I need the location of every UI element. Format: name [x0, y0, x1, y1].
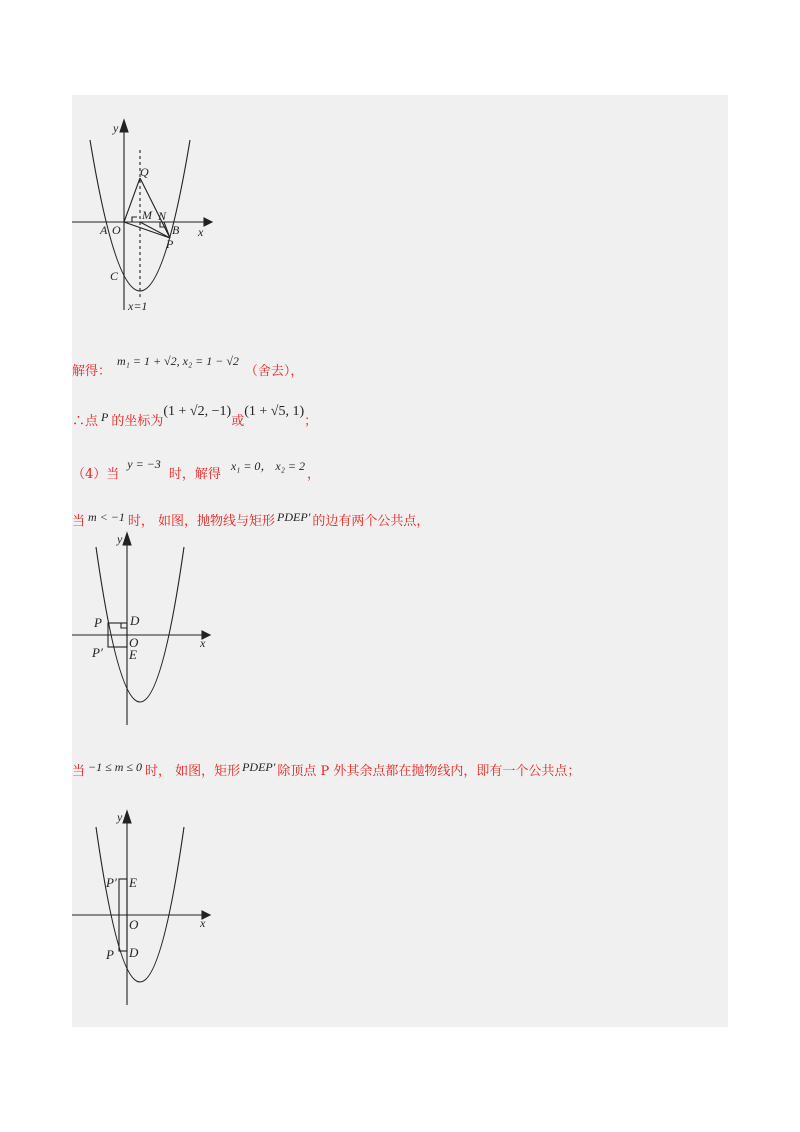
label-M: M [142, 208, 152, 222]
label-axis-x-eq-1: x=1 [128, 299, 148, 313]
line3-mid: 时，解得 [168, 467, 221, 482]
label-Pp: P′ [106, 875, 117, 890]
label-D: D [129, 945, 139, 960]
figure-parabola-1 [72, 110, 232, 320]
label-y: y [117, 810, 123, 824]
text-line-2 [72, 404, 318, 429]
line1-math: m₁ = 1 + √2, x₂ = 1 − √2 [117, 354, 239, 368]
line4-cond: m < −1 [88, 510, 125, 524]
line5-rect: PDEP′ [242, 760, 276, 774]
line2-coord2: (1 + √5, 1) [244, 404, 305, 419]
line5-cond: −1 ≤ m ≤ 0 [88, 760, 142, 774]
y-axis-arrow [123, 811, 131, 823]
line1-prefix: 解得： [72, 364, 112, 379]
label-D: D [130, 613, 140, 628]
text-line-1 [72, 354, 304, 379]
figure-parabola-2 [72, 525, 232, 730]
label-E: E [129, 647, 137, 662]
figure-parabola-3 [72, 805, 232, 1010]
line2-mid: 的坐标为 [111, 414, 164, 429]
line2-or: 或 [231, 414, 245, 429]
y-axis-arrow [120, 120, 128, 132]
line4-rect: PDEP′ [277, 510, 311, 524]
label-O: O [129, 635, 139, 650]
label-Pp: P′ [92, 645, 103, 660]
line2-suffix: ； [304, 414, 318, 429]
right-angle-1 [132, 217, 137, 222]
line5-suffix: 除顶点 P 外其余点都在抛物线内，即有一个公共点； [277, 764, 581, 779]
figure-3-svg [72, 805, 232, 1010]
label-B: B [172, 223, 180, 237]
line2-var: P [101, 410, 109, 424]
label-y: y [113, 121, 119, 135]
label-N: N [158, 209, 167, 223]
line3-cond: y = −3 [127, 457, 161, 471]
label-E: E [129, 875, 137, 890]
line4-prefix: 当 [72, 514, 86, 529]
parabola [96, 547, 184, 702]
label-x: x [198, 225, 204, 239]
line3-prefix: （4）当 [72, 467, 120, 482]
label-O: O [129, 917, 139, 932]
line4-suffix: 的边有两个公共点， [312, 514, 430, 529]
label-x: x [200, 636, 206, 650]
line2-prefix: ∴点 [72, 414, 99, 429]
label-P: P [166, 237, 174, 251]
line3-suffix: ， [307, 467, 321, 482]
figure-1-svg [72, 110, 232, 320]
line2-coord1: (1 + √2, −1) [163, 404, 232, 419]
label-P: P [94, 615, 102, 630]
label-Q: Q [140, 165, 149, 179]
x-axis-arrow [204, 218, 212, 226]
label-O: O [112, 223, 121, 237]
line1-suffix: （舍去）， [244, 364, 304, 379]
label-x: x [200, 916, 206, 930]
text-line-3 [72, 457, 321, 482]
line3-sol: x₁ = 0， x₂ = 2 [230, 459, 306, 473]
segment-OQ [124, 178, 140, 222]
label-y: y [117, 532, 123, 546]
y-axis-arrow [123, 533, 131, 545]
figure-2-svg [72, 525, 232, 730]
right-angle [121, 623, 127, 628]
line5-mid: 时， 如图，矩形 [144, 764, 241, 779]
label-C: C [110, 269, 119, 283]
text-line-5 [72, 760, 580, 779]
line5-prefix: 当 [72, 764, 86, 779]
label-P: P [106, 947, 114, 962]
line4-mid: 时， 如图，抛物线与矩形 [127, 514, 276, 529]
label-A: A [100, 223, 108, 237]
